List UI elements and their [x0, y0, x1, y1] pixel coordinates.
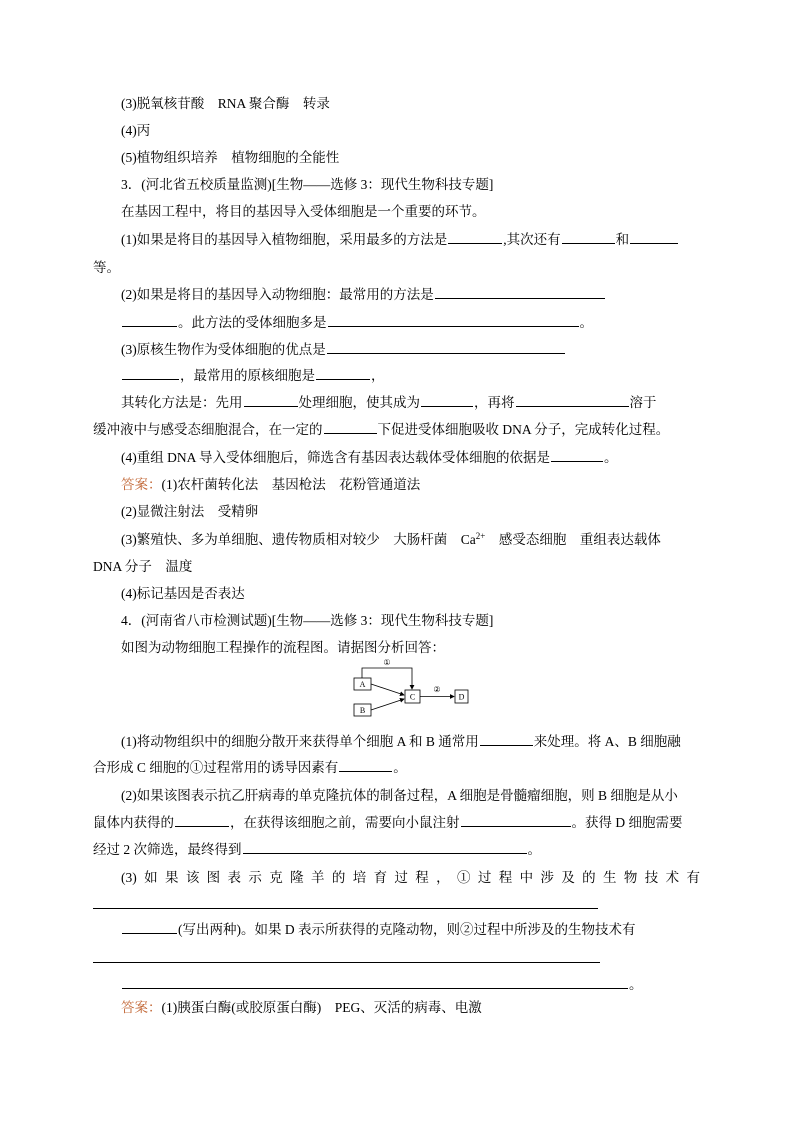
q3-part2-cont [121, 313, 593, 333]
q4-part1-text: (1)将动物组织中的细胞分散开来获得单个细胞 A 和 B 通常用 [121, 734, 479, 749]
q3-answer-text: 感受态细胞 重组表达载体 [485, 532, 661, 547]
q3-part3-text: ，再将 [474, 395, 515, 410]
q3-part2-text: 。 [579, 315, 593, 330]
q4-part2-text: 鼠体内获得的 [93, 815, 174, 830]
q3-part2-line [121, 285, 606, 305]
superscript-charge: 2+ [475, 531, 486, 541]
q4-part1-text: 来处理。将 A、B 细胞融 [533, 734, 681, 749]
q4-part2-text: 。 [527, 842, 541, 857]
q3-answer-text: (3)繁殖快、多为单细胞、遗传物质相对较少 大肠杆菌 Ca [121, 532, 476, 547]
node-b-label: B [359, 706, 366, 715]
q4-part2-text: 。获得 D 细胞需要 [571, 815, 683, 830]
q4-part3-text: 。 [629, 977, 643, 992]
q3-answer-text: (1)农杆菌转化法 基因枪法 花粉管通道法 [161, 477, 421, 492]
q4-answer-line-1 [121, 998, 482, 1018]
answer-label: 答案： [121, 1000, 162, 1015]
q4-part2-cont [93, 813, 683, 833]
q3-part1-text: (1)如果是将目的基因导入植物细胞，采用最多的方法是 [121, 232, 448, 247]
q3-part3-text: 处理细胞，使其成为 [298, 395, 420, 410]
answer-blank [122, 367, 179, 380]
q3-part4-text: (4)重组 DNA 导入受体细胞后，筛选含有基因表达载体受体细胞的依据是 [121, 450, 550, 465]
q3-part2-text: (2)如果是将目的基因导入动物细胞：最常用的方法是 [121, 287, 434, 302]
prev-answer-3: (3)脱氧核苷酸 RNA 聚合酶 转录 [121, 96, 330, 111]
q3-answer-line-4: (4)标记基因是否表达 [121, 586, 245, 601]
answer-blank [324, 421, 377, 434]
answer-label: 答案： [121, 477, 162, 492]
answer-blank [122, 314, 177, 327]
q3-header: 3．(河北省五校质量监测)[生物——选修 3：现代生物科技专题] [121, 177, 494, 192]
q3-answer-line-2: (2)显微注射法 受精卵 [121, 504, 259, 519]
step-1-label: ① [383, 658, 391, 667]
q4-part1-cont [93, 758, 407, 778]
answer-blank [316, 367, 370, 380]
answer-blank [562, 231, 615, 244]
q4-part3-cont [121, 920, 636, 940]
q4-part3-end [121, 975, 643, 995]
q3-intro: 在基因工程中，将目的基因导入受体细胞是一个重要的环节。 [121, 204, 486, 219]
answer-blank [516, 394, 629, 407]
q3-part3-text: ， [371, 368, 385, 383]
q3-part3-text: (3)原核生物作为受体细胞的优点是 [121, 342, 326, 357]
answer-blank [339, 759, 392, 772]
node-d-label: D [458, 692, 465, 702]
q3-part3-cont [121, 366, 385, 386]
answer-line [93, 908, 598, 909]
q4-part2-line: (2)如果该图表示抗乙肝病毒的单克隆抗体的制备过程，A 细胞是骨髓瘤细胞，则 B 细胞是从小 [121, 788, 678, 803]
answer-blank [435, 286, 605, 299]
q4-part1-text: 。 [393, 760, 407, 775]
q4-part1-text: 合形成 C 细胞的①过程常用的诱导因素有 [93, 760, 339, 775]
answer-blank [480, 733, 533, 746]
q3-part3-text: 下促进受体细胞吸收 DNA 分子，完成转化过程。 [377, 422, 670, 437]
q3-part2-text: 。此方法的受体细胞多是 [178, 315, 327, 330]
q4-part2-text: 经过 2 次筛选，最终得到 [93, 842, 242, 857]
q4-part2-text: ，在获得该细胞之前，需要向小鼠注射 [230, 815, 460, 830]
answer-blank [244, 394, 298, 407]
arrow-b-to-c [371, 699, 404, 710]
answer-blank [122, 921, 177, 934]
prev-answer-5: (5)植物组织培养 植物细胞的全能性 [121, 150, 340, 165]
prev-answer-4: (4)丙 [121, 123, 151, 138]
q3-part1-cont: 等。 [93, 260, 120, 275]
q4-part2-cont-2 [93, 840, 541, 860]
answer-line [93, 962, 600, 963]
q3-answer-line-1 [121, 475, 420, 495]
q3-part4-line [121, 448, 618, 468]
step-2-label: ② [433, 685, 441, 694]
answer-blank [461, 814, 571, 827]
q3-part3-method [121, 393, 657, 413]
q3-part3-text: 溶于 [629, 395, 657, 410]
answer-blank [551, 449, 603, 462]
q3-part3-text: 缓冲液中与感受态细胞混合，在一定的 [93, 422, 323, 437]
q4-header: 4．(河南省八市检测试题)[生物——选修 3：现代生物科技专题] [121, 613, 494, 628]
answer-blank [175, 814, 229, 827]
answer-blank [328, 314, 579, 327]
q3-answer-line-3-cont: DNA 分子 温度 [93, 559, 193, 574]
q4-part1-line [121, 732, 681, 752]
answer-blank [243, 841, 527, 854]
q3-part3-line [121, 340, 566, 360]
q3-part4-text: 。 [604, 450, 618, 465]
arrow-a-to-c [371, 684, 404, 695]
q3-part1-text: ,其次还有 [503, 232, 561, 247]
answer-blank [630, 231, 678, 244]
q4-part3-line: (3)如果该图表示克隆羊的培育过程，①过程中涉及的生物技术有 [121, 870, 700, 885]
q4-answer-text: (1)胰蛋白酶(或胶原蛋白酶) PEG、灭活的病毒、电激 [161, 1000, 482, 1015]
node-a-label: A [359, 680, 366, 689]
q3-part1-line [121, 230, 679, 250]
answer-blank [327, 341, 565, 354]
q3-part1-text: 和 [615, 232, 630, 247]
q3-part3-text: ，最常用的原核细胞是 [180, 368, 315, 383]
q4-intro: 如图为动物细胞工程操作的流程图。请据图分析回答： [121, 640, 445, 655]
q3-answer-line-3 [121, 530, 661, 550]
q3-part3-method-cont [93, 420, 669, 440]
q4-part3-text: (写出两种)。如果 D 表示所获得的克隆动物，则②过程中所涉及的生物技术有 [178, 922, 636, 937]
answer-blank [122, 976, 628, 989]
cell-engineering-flow-diagram [345, 655, 475, 725]
answer-blank [448, 231, 502, 244]
answer-blank [421, 394, 473, 407]
node-c-label: C [409, 692, 416, 702]
q3-part3-text: 其转化方法是：先用 [121, 395, 243, 410]
